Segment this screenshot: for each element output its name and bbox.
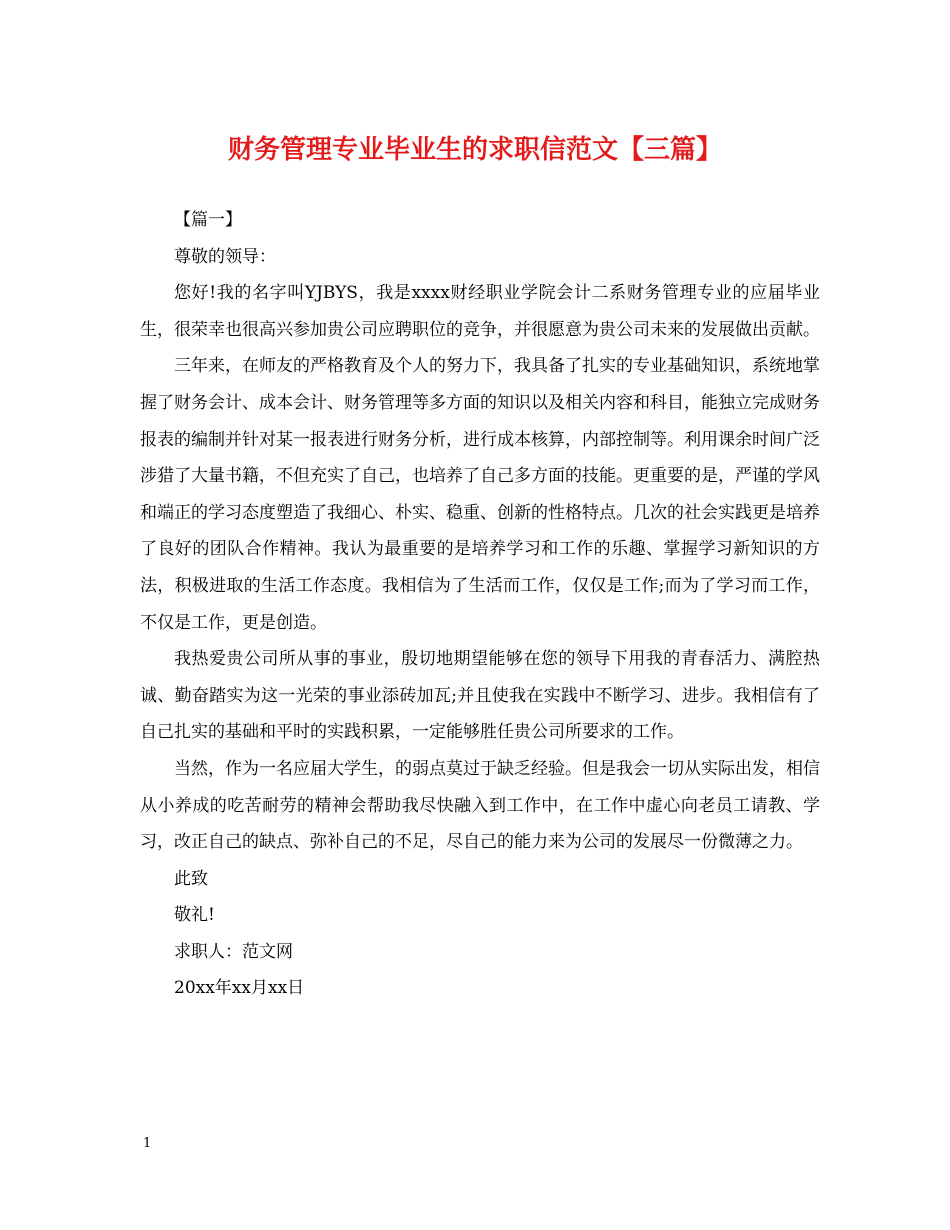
section-heading: 【篇一】 xyxy=(174,210,242,230)
signature-date: 20xx年xx月xx日 xyxy=(174,978,305,999)
salutation: 尊敬的领导： xyxy=(174,246,276,267)
closing-phrase: 此致 xyxy=(174,868,208,889)
paragraph-experience: 三年来，在师友的严格教育及个人的努力下，我具备了扎实的专业基础知识，系统地掌握了财务会计、成本会计、财务管理等多方面的知识以及相关内容和科目，能独立完成财务报表的编制并针对某一报表进行财务分析，进行成本核算，内部控制等。利用课余时间广泛涉猎了大量书籍，不但充实了自己，也培养了自己多方面的技能。更重要的是，严谨的学风和端正的学习态度塑造了我细心、朴实、稳重、创新的性格特点。几次的社会实践更是培养了良好的团队合作精神。我认为最重要的是培养学习和工作的乐趣、掌握学习新知识的方法，积极进取的生活工作态度。我相信为了生活而工作，仅仅是工作;而为了学习而工作，不仅是工作，更是创造。 xyxy=(140,356,820,633)
document-title: 财务管理专业毕业生的求职信范文【三篇】 xyxy=(227,135,722,165)
signature-applicant: 求职人：范文网 xyxy=(174,941,293,962)
paragraph-intro: 您好!我的名字叫YJBYS，我是xxxx财经职业学院会计二系财务管理专业的应届毕业生，很荣幸也很高兴参加贵公司应聘职位的竞争，并很愿意为贵公司未来的发展做出贡献。 xyxy=(140,283,820,340)
closing-regards: 敬礼! xyxy=(174,905,215,926)
paragraph-aspiration: 我热爱贵公司所从事的事业，殷切地期望能够在您的领导下用我的青春活力、满腔热诚、勤奋踏实为这一光荣的事业添砖加瓦;并且使我在实践中不断学习、进步。我相信有了自己扎实的基础和平时的实践积累，一定能够胜任贵公司所要求的工作。 xyxy=(140,649,820,743)
paragraph-commitment: 当然，作为一名应届大学生，的弱点莫过于缺乏经验。但是我会一切从实际出发，相信从小养成的吃苦耐劳的精神会帮助我尽快融入到工作中，在工作中虚心向老员工请教、学习，改正自己的缺点、弥补自己的不足，尽自己的能力来为公司的发展尽一份微薄之力。 xyxy=(140,758,820,853)
page-number: 1 xyxy=(143,1136,152,1151)
document-body xyxy=(140,202,820,1007)
